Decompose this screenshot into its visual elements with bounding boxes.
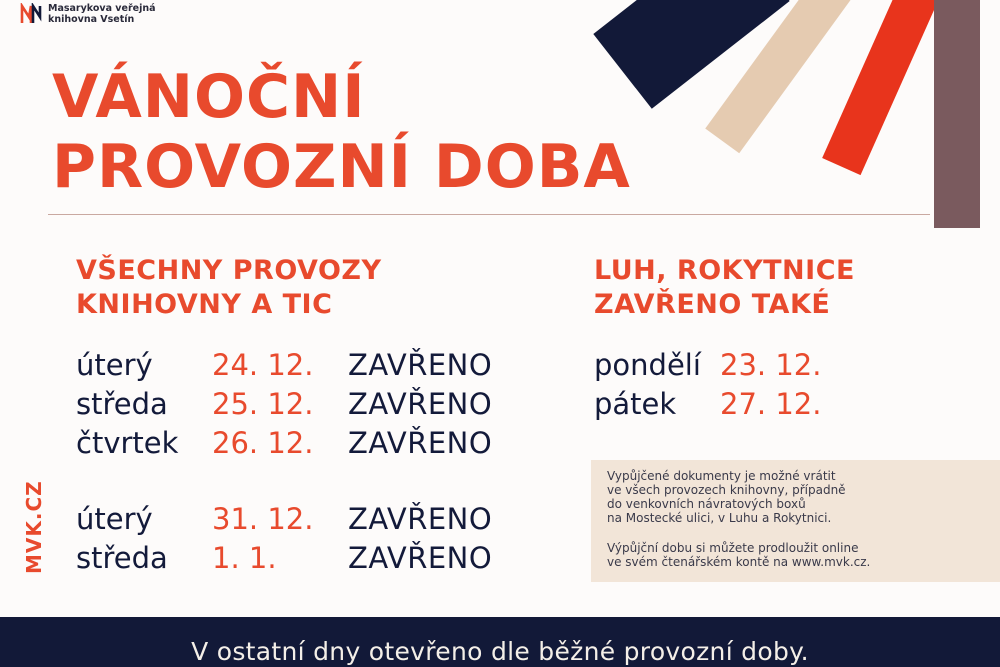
page-title-line2: PROVOZNÍ DOBA (52, 132, 631, 202)
info-line: ve všech provozech knihovny, případně (607, 483, 846, 497)
page-title-line1: VÁNOČNÍ (52, 62, 366, 132)
branch-closure-row (594, 384, 854, 424)
renewal-info-text (607, 541, 870, 569)
schedule-day: středa (76, 541, 168, 575)
schedule-date: 31. 12. (212, 502, 314, 536)
all-branches-heading (76, 254, 382, 322)
info-line: na Mostecké ulici, v Luhu a Rokytnici. (607, 511, 832, 525)
closure-date: 23. 12. (720, 348, 822, 382)
footer-text: V ostatní dny otevřeno dle běžné provozní doby. (191, 637, 809, 666)
schedule-row (76, 499, 516, 539)
info-line: Vypůjčené dokumenty je možné vrátit (607, 469, 836, 483)
schedule-day: středa (76, 387, 168, 421)
library-name (48, 3, 156, 25)
schedule-row (76, 345, 516, 385)
closure-date: 27. 12. (720, 387, 822, 421)
luh-rokytnice-heading-line2: ZAVŘENO TAKÉ (594, 289, 831, 320)
footer-bar (0, 617, 1000, 667)
website-vertical-label: MVK.CZ (22, 480, 46, 574)
decorative-mauve-bar (934, 0, 980, 228)
library-logo-icon (20, 3, 42, 25)
info-line: ve svém čtenářském kontě na www.mvk.cz. (607, 555, 871, 569)
library-name-line2: knihovna Vsetín (48, 14, 135, 25)
return-info-text (607, 469, 846, 525)
title-divider (48, 214, 930, 215)
luh-rokytnice-heading-line1: LUH, ROKYTNICE (594, 255, 855, 286)
schedule-date: 1. 1. (212, 541, 277, 575)
schedule-row (76, 384, 516, 424)
luh-rokytnice-heading (594, 254, 855, 322)
schedule-day: čtvrtek (76, 426, 179, 460)
schedule-status: ZAVŘENO (348, 348, 493, 382)
schedule-date: 26. 12. (212, 426, 314, 460)
schedule-status: ZAVŘENO (348, 502, 493, 536)
page-title (52, 62, 631, 202)
closure-day: pátek (594, 387, 677, 421)
info-line: do venkovních návratových boxů (607, 497, 806, 511)
schedule-row (76, 538, 516, 578)
schedule-row (76, 423, 516, 463)
schedule-day: úterý (76, 348, 153, 382)
all-branches-heading-line2: KNIHOVNY A TIC (76, 289, 333, 320)
schedule-status: ZAVŘENO (348, 426, 493, 460)
closure-day: pondělí (594, 348, 701, 382)
library-name-line1: Masarykova veřejná (48, 3, 156, 14)
info-line: Výpůjční dobu si můžete prodloužit online (607, 541, 859, 555)
schedule-date: 25. 12. (212, 387, 314, 421)
schedule-status: ZAVŘENO (348, 541, 493, 575)
schedule-date: 24. 12. (212, 348, 314, 382)
all-branches-heading-line1: VŠECHNY PROVOZY (76, 255, 382, 286)
schedule-day: úterý (76, 502, 153, 536)
library-logo (20, 3, 156, 25)
info-box (591, 460, 1000, 582)
decorative-red-bar (822, 0, 940, 175)
schedule-status: ZAVŘENO (348, 387, 493, 421)
branch-closure-row (594, 345, 854, 385)
